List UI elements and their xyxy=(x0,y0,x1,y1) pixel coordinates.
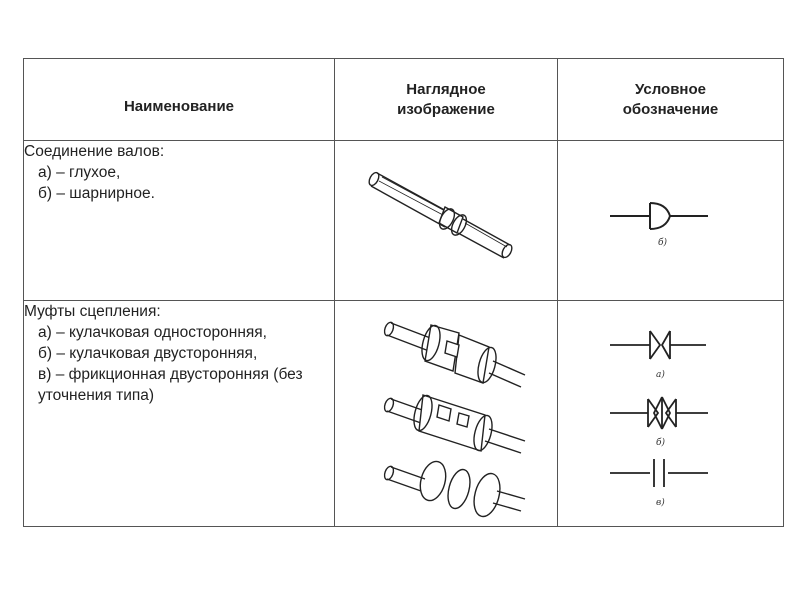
clutch-drawing-cell xyxy=(335,301,558,527)
clutch-drawings xyxy=(335,301,557,526)
row-item: б) – кулачковая двусторонняя, xyxy=(38,345,258,362)
clutch-symbol-cell xyxy=(558,301,784,527)
table-row xyxy=(24,301,784,527)
row-title: Муфты сцепления: xyxy=(24,303,161,320)
hinged-joint-symbol xyxy=(558,141,783,300)
row-title: Соединение валов: xyxy=(24,143,165,160)
symbol-label: б) xyxy=(656,438,666,448)
row-item: а) – кулачковая односторонняя, xyxy=(38,324,267,341)
row-item: а) – глухое, xyxy=(38,164,121,181)
symbol-label: а) xyxy=(656,370,665,380)
header-visual xyxy=(335,59,558,141)
shaft-joint-symbol-cell xyxy=(558,141,784,301)
header-visual-line2: изображение xyxy=(397,100,495,118)
clutch-symbols xyxy=(558,301,783,526)
header-visual-line1: Наглядное xyxy=(406,80,486,98)
row-item: б) – шарнирное. xyxy=(38,185,155,202)
symbol-label: б) xyxy=(658,238,668,248)
header-symbol-line2: обозначение xyxy=(622,100,719,118)
row-name-cell xyxy=(24,301,335,527)
header-name: Наименование xyxy=(24,59,335,141)
shaft-joint-drawing xyxy=(335,141,557,300)
header-symbol xyxy=(558,59,784,141)
header-symbol-line1: Условное xyxy=(634,80,706,98)
header-row xyxy=(24,59,784,141)
shaft-joint-drawing-cell xyxy=(335,141,558,301)
row-name-cell xyxy=(24,141,335,301)
table-row xyxy=(24,141,784,301)
row-item: в) – фрикционная двусторонняя (без уточнения типа) xyxy=(38,366,303,404)
symbols-table xyxy=(23,58,784,527)
symbol-label: в) xyxy=(656,498,665,508)
